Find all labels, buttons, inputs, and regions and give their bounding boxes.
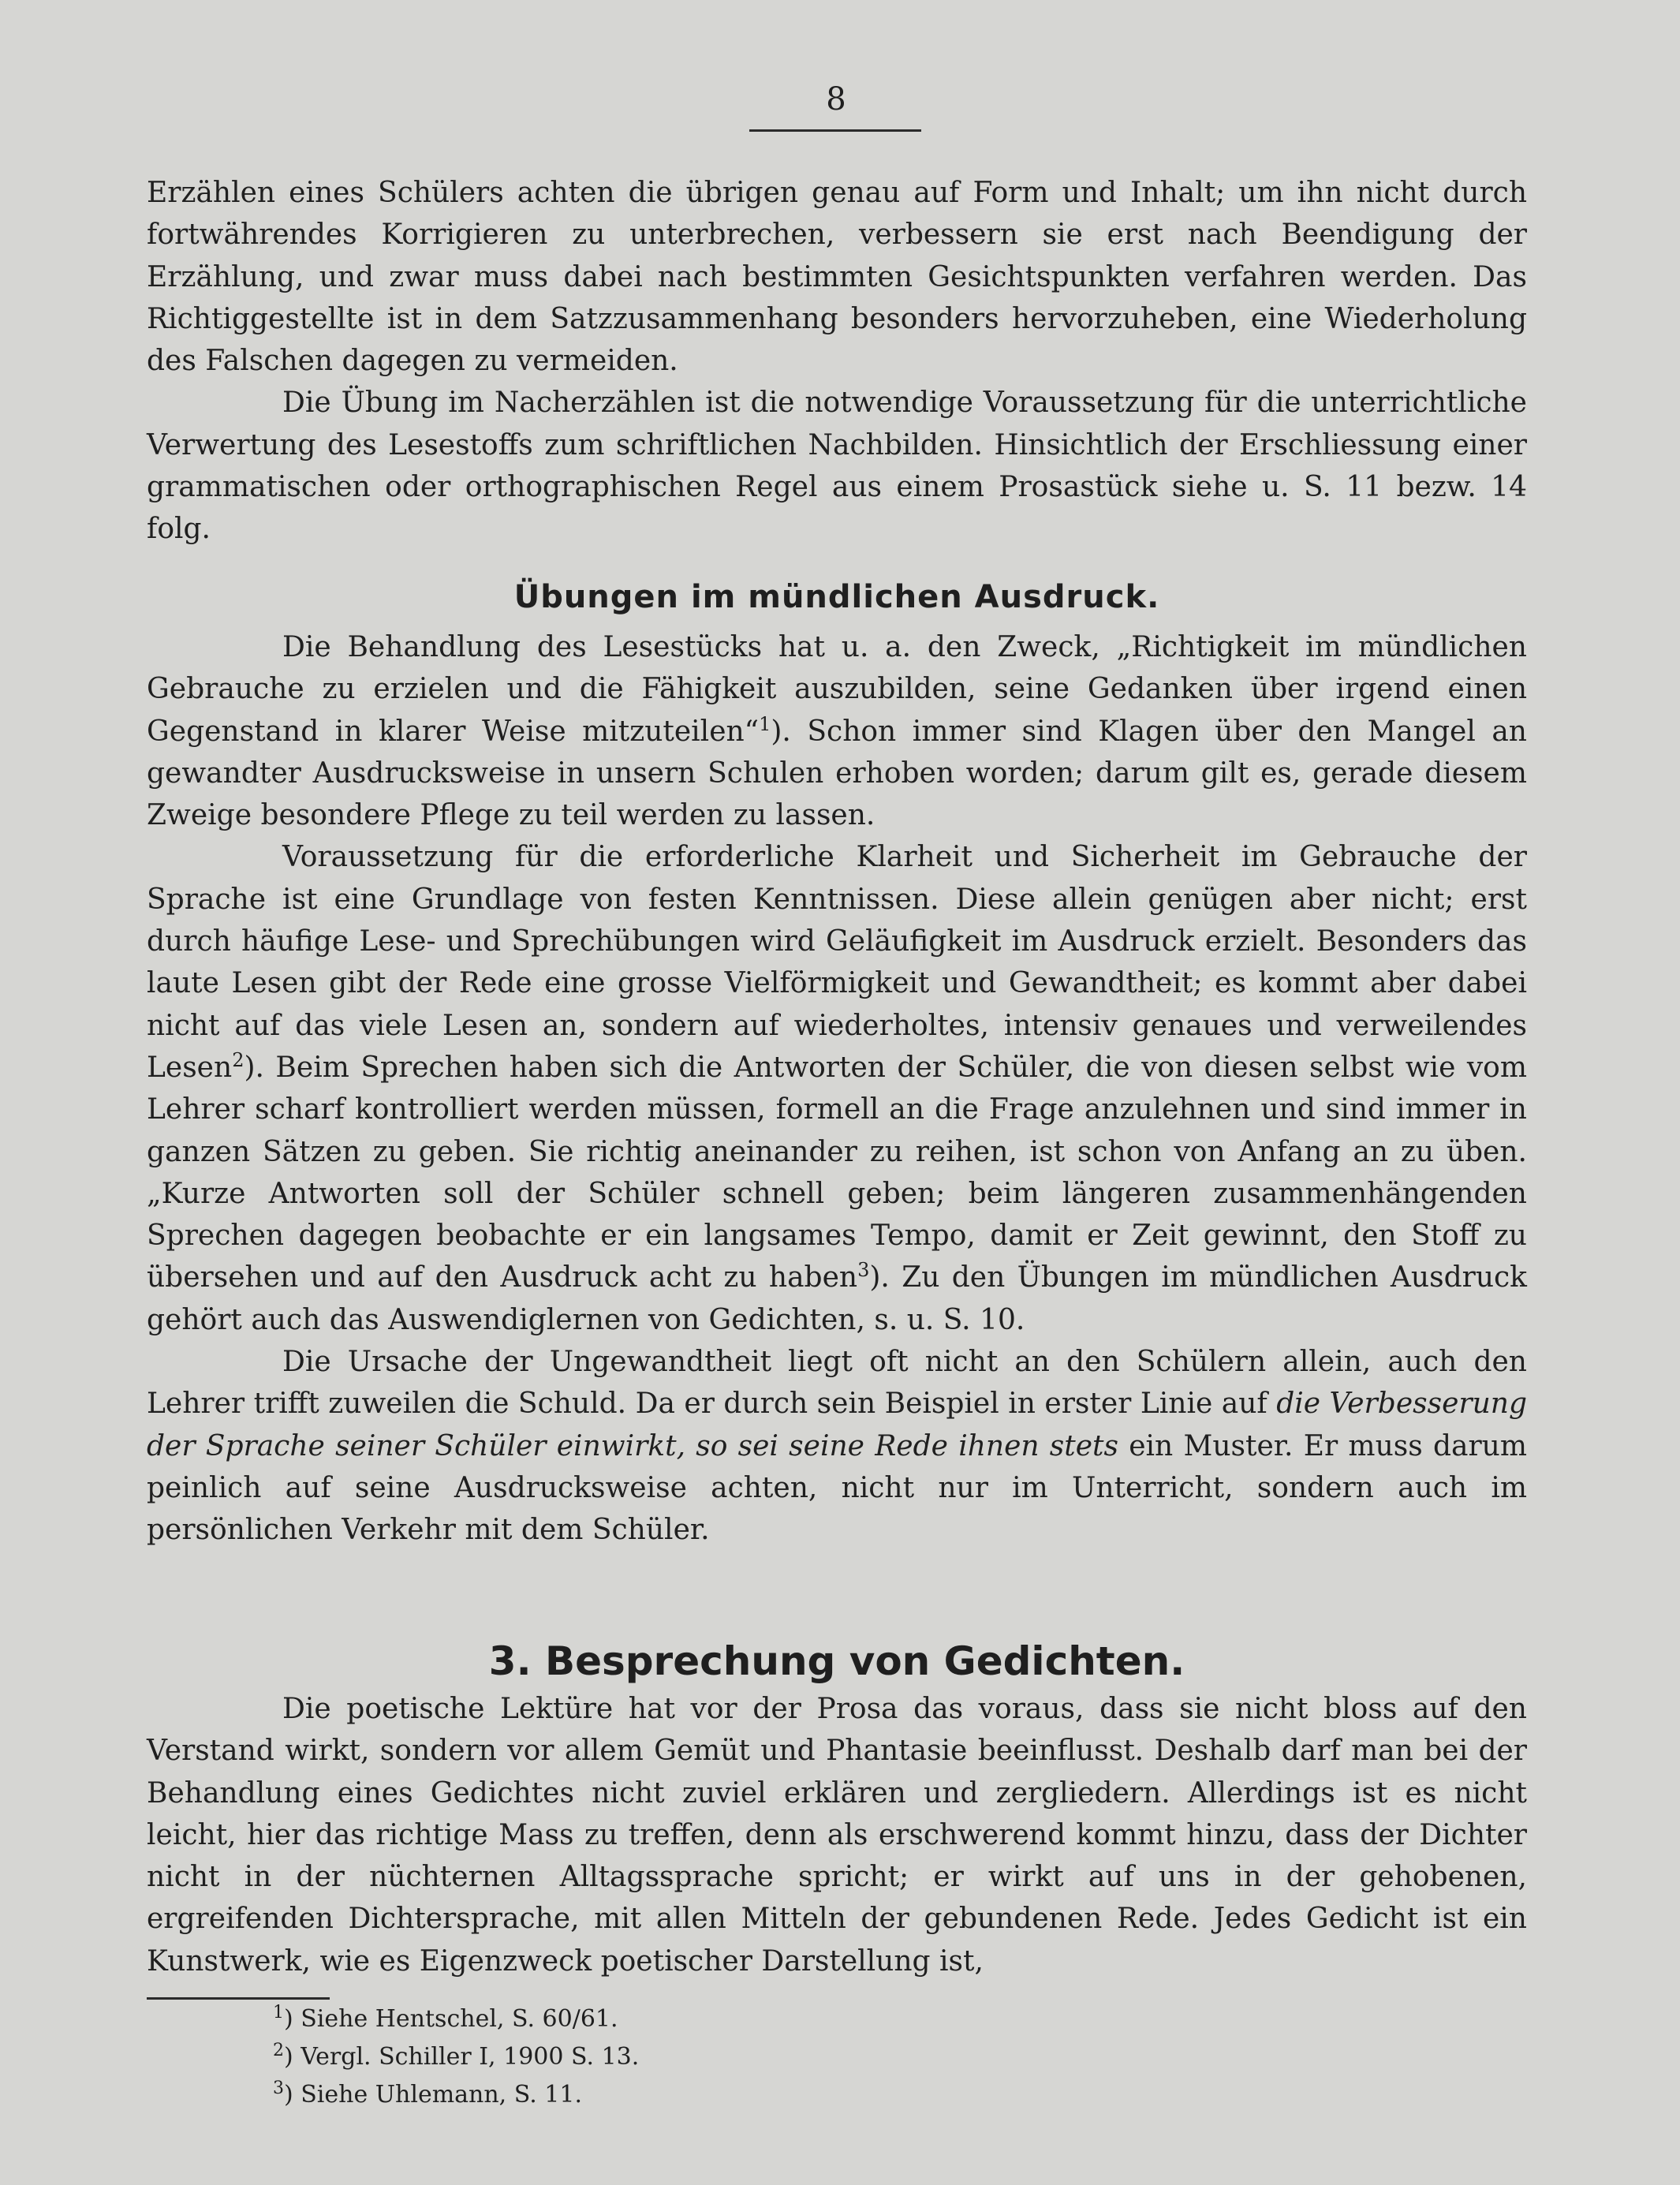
footnote-mark: 3 [273,2079,284,2098]
page-number: 8 [826,81,846,118]
oral-expression-text [147,626,1527,1552]
poems-text [147,1688,1527,1982]
intro-text [147,172,1527,551]
footnote-ref-2: 2 [232,1048,245,1071]
intro-paragraph-1: Erzählen eines Schülers achten die übrigen genau auf Form und Inhalt; um ihn nicht durch fortwährendes Korrigieren zu unterbrechen, verbessern sie erst nach Beendigung der Erzählung, und zwar muss dabei nach bestimmten Gesichtspunkten verfahren werden. Das Richtiggestellte ist in dem Satzzusammenhang besonders hervorzuheben, eine Wiederholung des Falschen dagegen zu vermeiden. [147,177,1527,378]
oral-paragraph-1 [147,626,1527,836]
intro-paragraph-2: Die Übung im Nacherzählen ist die notwendige Voraussetzung für die unterrichtliche Verwertung des Lesestoffs zum schriftlichen Nachbilden. Hinsichtlich der Erschliessung einer grammatischen oder orthographischen Regel aus einem Prosastück siehe u. S. 11 bezw. 14 folg. [147,387,1527,546]
oral-paragraph-2 [147,836,1527,1341]
oral-paragraph-2-text-b: ). Beim Sprechen haben sich die Antworten der Schüler, die von diesen selbst wie vom Lehrer scharf kontrolliert werden müssen, formell an die Frage anzulehnen und sind immer in ganzen Sätzen zu geben. Sie richtig aneinander zu reihen, ist schon von Anfang an zu üben. „Kurze Antworten soll der Schüler schnell geben; beim längeren zusammenhängenden Sprechen dagegen beobachte er ein langsames Tempo, damit er Zeit gewinnt, den Stoff zu übersehen und auf den Ausdruck acht zu haben [147,1051,1527,1294]
section-heading-poems: 3. Besprechung von Gedichten. [488,1638,1185,1684]
footnote-rule [147,1997,330,2000]
oral-paragraph-2-text-a: Voraussetzung für die erforderliche Klarheit und Sicherheit im Gebrauche der Sprache ist eine Grundlage von festen Kenntnissen. Diese allein genügen aber nicht; erst durch häufige Lese- und Sprechübungen wird Geläufigkeit im Ausdruck erzielt. Besonders das laute Lesen gibt der Rede eine grosse Vielförmigkeit und Gewandtheit; es kommt aber dabei nicht auf das viele Lesen an, sondern auf wiederholtes, intensiv genaues und verweilendes Lesen [147,841,1527,1084]
oral-paragraph-2-text-c: ). Zu den Übungen im mündlichen Ausdruck gehört auch das Auswendiglernen von Gedichten, s. u. S. 10. [147,1261,1527,1336]
footnote-text: ) Siehe Uhlemann, S. 11. [284,2081,583,2108]
oral-paragraph-3-text-a: Die Ursache der Ungewandtheit liegt oft nicht an den Schülern allein, auch den Lehrer trifft zuweilen die Schuld. Da er durch sein Beispiel in erster Linie auf [147,1346,1527,1421]
oral-paragraph-3-italic: die Verbesserung der Sprache seiner Schüler einwirkt, so sei seine Rede ihnen stets [147,1388,1527,1462]
footnote-ref-1: 1 [759,712,771,735]
section-heading-oral-expression: Übungen im mündlichen Ausdruck. [513,579,1160,615]
footnote-text: ) Siehe Hentschel, S. 60/61. [284,2005,618,2033]
footnote-mark: 2 [273,2041,284,2060]
oral-paragraph-1-text-b: ). Schon immer sind Klagen über den Mangel an gewandter Ausdrucksweise in unsern Schulen erhoben worden; darum gilt es, gerade diesem Zweige besondere Pflege zu teil werden zu lassen. [147,715,1527,832]
footnote-1 [273,2000,639,2038]
oral-paragraph-3 [147,1341,1527,1551]
poems-paragraph-1: Die poetische Lektüre hat vor der Prosa das voraus, dass sie nicht bloss auf den Verstand wirkt, sondern vor allem Gemüt und Phantasie beeinflusst. Deshalb darf man bei der Behandlung eines Gedichtes nicht zuviel erklären und zergliedern. Allerdings ist es nicht leicht, hier das richtige Mass zu treffen, denn als erschwerend kommt hinzu, dass der Dichter nicht in der nüchternen Alltagssprache spricht; er wirkt auf uns in der gehobenen, ergreifenden Dichtersprache, mit allen Mitteln der gebundenen Rede. Jedes Gedicht ist ein Kunstwerk, wie es Eigenzweck poetischer Darstellung ist, [147,1693,1527,1978]
footnote-3 [273,2076,639,2114]
footnote-mark: 1 [273,2003,284,2023]
header-rule [749,129,921,132]
oral-paragraph-1-text-a: Die Behandlung des Lesestücks hat u. a. den Zweck, „Richtigkeit im mündlichen Gebrauche zu erzielen und die Fähigkeit auszubilden, seine Gedanken über irgend einen Gegenstand in klarer Weise mitzuteilen“ [147,631,1527,748]
footnotes [273,2000,639,2114]
footnote-text: ) Vergl. Schiller I, 1900 S. 13. [284,2043,640,2071]
oral-paragraph-3-text-b: ein Muster. Er muss darum peinlich auf seine Ausdrucksweise achten, nicht nur im Unterricht, sondern auch im persönlichen Verkehr mit dem Schüler. [147,1429,1527,1547]
footnote-2 [273,2038,639,2076]
footnote-ref-3: 3 [857,1259,870,1282]
